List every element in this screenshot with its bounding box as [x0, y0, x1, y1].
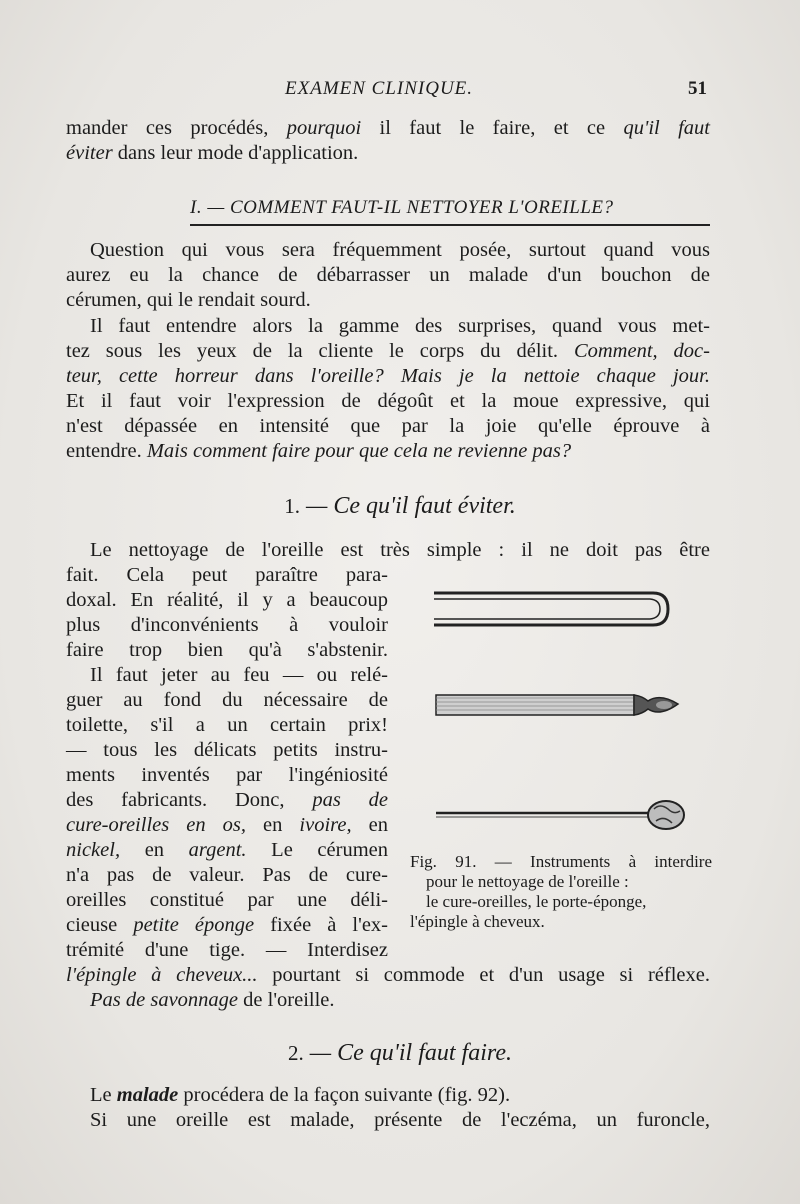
ear-cleaner-icon	[436, 695, 678, 715]
text-line: faire trop bien qu'à s'abstenir.	[66, 639, 388, 661]
caption-line: pour le nettoyage de l'oreille :	[426, 872, 629, 891]
text-line: Il faut jeter au feu — ou relé-	[90, 664, 388, 686]
text-line: tez sous les yeux de la cliente le corps du délit. Comment, doc-	[66, 340, 710, 362]
sponge-holder-icon	[436, 801, 684, 829]
text-line: fait. Cela peut paraître para-	[66, 564, 388, 586]
caption-line: Fig. 91. — Instruments à interdire	[410, 852, 712, 871]
caption-line: le cure-oreilles, le porte-éponge,	[426, 892, 647, 911]
text-line: l'épingle à cheveux... pourtant si commode et d'un usage si réflexe.	[66, 964, 710, 986]
hairpin-icon	[434, 593, 668, 625]
page-header	[0, 78, 800, 104]
text-line: cieuse petite éponge fixée à l'ex-	[66, 914, 388, 936]
text-line: plus d'inconvénients à vouloir	[66, 614, 388, 636]
text-line: des fabricants. Donc, pas de	[66, 789, 388, 811]
text-line: aurez eu la chance de débarrasser un malade d'un bouchon de	[66, 264, 710, 286]
running-title: EXAMEN CLINIQUE.	[285, 78, 474, 99]
text-line: Pas de savonnage de l'oreille.	[90, 989, 335, 1011]
caption-line: l'épingle à cheveux.	[410, 912, 545, 931]
text-line: Le nettoyage de l'oreille est très simple : il ne doit pas être	[90, 539, 710, 561]
text-line: guer au fond du nécessaire de	[66, 689, 388, 711]
text-line: nickel, en argent. Le cérumen	[66, 839, 388, 861]
text-line: toilette, s'il a un certain prix!	[66, 714, 388, 736]
text-line: cérumen, qui le rendait sourd.	[66, 289, 311, 311]
text-line: trémité d'une tige. — Interdisez	[66, 939, 388, 961]
text-line: oreilles constitué par une déli-	[66, 889, 388, 911]
subsection-heading: 2. — Ce qu'il faut faire.	[288, 1040, 512, 1066]
text-line: Question qui vous sera fréquemment posée, surtout quand vous	[90, 239, 710, 261]
page-number: 51	[688, 78, 707, 99]
text-line: Et il faut voir l'expression de dégoût et la moue expressive, qui	[66, 390, 710, 412]
figure-caption	[410, 852, 712, 932]
section-underline	[190, 224, 710, 226]
text-line: ments inventés par l'ingéniosité	[66, 764, 388, 786]
text-line: doxal. En réalité, il y a beaucoup	[66, 589, 388, 611]
text-line: Il faut entendre alors la gamme des surprises, quand vous met-	[90, 315, 710, 337]
text-line: Si une oreille est malade, présente de l'eczéma, un furoncle,	[90, 1109, 710, 1131]
text-line: teur, cette horreur dans l'oreille? Mais je la nettoie chaque jour.	[66, 365, 710, 387]
text-line: entendre. Mais comment faire pour que cela ne revienne pas?	[66, 440, 572, 462]
text-line: n'est dépassée en intensité que par la joie qu'elle éprouve à	[66, 415, 710, 437]
subsection-heading: 1. — Ce qu'il faut éviter.	[284, 493, 516, 519]
text-line: éviter dans leur mode d'application.	[66, 142, 359, 164]
text-line: mander ces procédés, pourquoi il faut le faire, et ce qu'il faut	[66, 117, 710, 139]
text-line: Le malade procédera de la façon suivante (fig. 92).	[90, 1084, 511, 1106]
figure-91-illustration	[428, 585, 698, 845]
text-line: — tous les délicats petits instru-	[66, 739, 388, 761]
text-line: n'a pas de valeur. Pas de cure-	[66, 864, 388, 886]
text-line: cure-oreilles en os, en ivoire, en	[66, 814, 388, 836]
section-title: I. — COMMENT FAUT-IL NETTOYER L'OREILLE?	[190, 197, 614, 218]
